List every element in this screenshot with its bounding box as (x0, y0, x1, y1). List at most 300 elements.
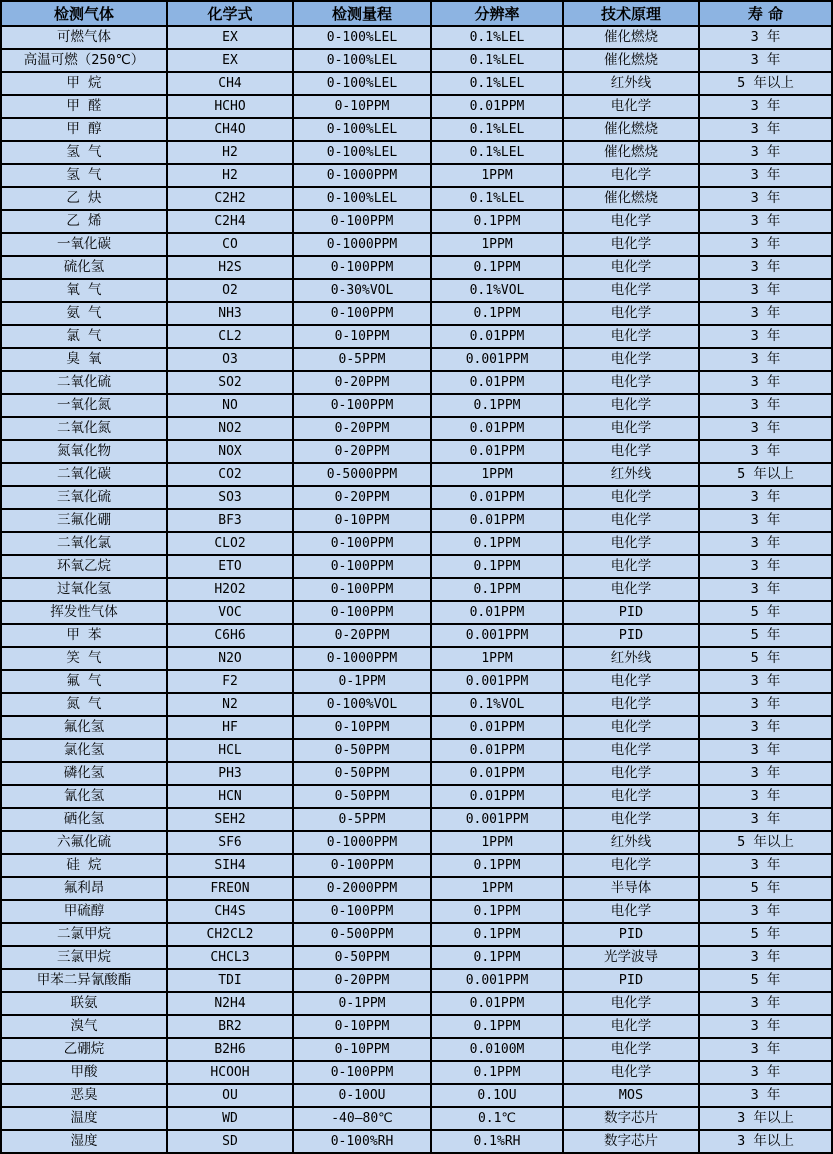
table-cell: 0-20PPM (293, 371, 431, 394)
table-row (1, 164, 832, 187)
table-cell: 电化学 (563, 279, 699, 302)
table-cell: 0-100PPM (293, 555, 431, 578)
table-cell: 0-100%LEL (293, 72, 431, 95)
table-cell: HCL (167, 739, 293, 762)
table-row (1, 785, 832, 808)
table-row (1, 26, 832, 49)
table-cell: 0-100PPM (293, 302, 431, 325)
table-cell: 温度 (1, 1107, 167, 1130)
column-header: 检测气体 (1, 1, 167, 26)
table-cell: 笑 气 (1, 647, 167, 670)
table-cell: 1PPM (431, 831, 563, 854)
table-cell: 电化学 (563, 762, 699, 785)
table-cell: 0-100PPM (293, 394, 431, 417)
table-cell: 电化学 (563, 578, 699, 601)
table-cell: 1PPM (431, 647, 563, 670)
table-row (1, 900, 832, 923)
table-cell: 0.0100M (431, 1038, 563, 1061)
table-cell: 环氧乙烷 (1, 555, 167, 578)
table-cell: 一氧化碳 (1, 233, 167, 256)
table-cell: 六氟化硫 (1, 831, 167, 854)
table-cell: 氟 气 (1, 670, 167, 693)
table-cell: B2H6 (167, 1038, 293, 1061)
table-cell: 电化学 (563, 394, 699, 417)
table-cell: 电化学 (563, 210, 699, 233)
table-cell: 0-10PPM (293, 509, 431, 532)
table-row (1, 1130, 832, 1153)
column-header: 寿 命 (699, 1, 832, 26)
table-cell: 电化学 (563, 992, 699, 1015)
table-row (1, 831, 832, 854)
table-cell: WD (167, 1107, 293, 1130)
table-cell: 0.01PPM (431, 762, 563, 785)
table-cell: 催化燃烧 (563, 26, 699, 49)
table-cell: 0.1PPM (431, 900, 563, 923)
table-cell: 一氧化氮 (1, 394, 167, 417)
table-cell: VOC (167, 601, 293, 624)
table-row (1, 1084, 832, 1107)
table-cell: H2S (167, 256, 293, 279)
table-cell: 0.1PPM (431, 923, 563, 946)
table-row (1, 1038, 832, 1061)
table-cell: 0.1PPM (431, 394, 563, 417)
table-cell: 电化学 (563, 555, 699, 578)
table-row (1, 210, 832, 233)
table-cell: 磷化氢 (1, 762, 167, 785)
table-cell: 硫化氢 (1, 256, 167, 279)
table-cell: 0-100%RH (293, 1130, 431, 1153)
table-cell: 0-20PPM (293, 440, 431, 463)
table-cell: O2 (167, 279, 293, 302)
table-cell: 过氧化氢 (1, 578, 167, 601)
table-cell: 数字芯片 (563, 1130, 699, 1153)
table-cell: NOX (167, 440, 293, 463)
table-cell: C2H2 (167, 187, 293, 210)
table-cell: 3 年 (699, 371, 832, 394)
table-cell: 氧 气 (1, 279, 167, 302)
table-cell: 电化学 (563, 440, 699, 463)
column-header: 分辨率 (431, 1, 563, 26)
table-cell: 0.1PPM (431, 210, 563, 233)
table-cell: 3 年 (699, 26, 832, 49)
table-cell: 电化学 (563, 486, 699, 509)
table-cell: 电化学 (563, 900, 699, 923)
table-cell: 3 年 (699, 716, 832, 739)
table-cell: 3 年 (699, 762, 832, 785)
table-cell: CH2CL2 (167, 923, 293, 946)
table-row (1, 463, 832, 486)
table-cell: 0.1PPM (431, 256, 563, 279)
table-cell: ETO (167, 555, 293, 578)
table-cell: 乙 烯 (1, 210, 167, 233)
table-cell: SO3 (167, 486, 293, 509)
table-cell: 硅 烷 (1, 854, 167, 877)
table-cell: 氮氧化物 (1, 440, 167, 463)
table-cell: 乙硼烷 (1, 1038, 167, 1061)
table-cell: 3 年 (699, 95, 832, 118)
table-cell: 0.1PPM (431, 1061, 563, 1084)
table-cell: 可燃气体 (1, 26, 167, 49)
table-cell: 电化学 (563, 716, 699, 739)
table-cell: H2O2 (167, 578, 293, 601)
table-cell: MOS (563, 1084, 699, 1107)
table-cell: 甲 烷 (1, 72, 167, 95)
table-cell: 甲 醇 (1, 118, 167, 141)
table-cell: 3 年 (699, 417, 832, 440)
table-row (1, 233, 832, 256)
table-cell: 0.01PPM (431, 739, 563, 762)
table-cell: 电化学 (563, 739, 699, 762)
table-cell: 3 年 (699, 325, 832, 348)
table-row (1, 417, 832, 440)
table-cell: 1PPM (431, 164, 563, 187)
table-row (1, 555, 832, 578)
table-cell: 3 年 (699, 486, 832, 509)
table-cell: 0-100PPM (293, 900, 431, 923)
table-cell: O3 (167, 348, 293, 371)
table-cell: 0-100PPM (293, 854, 431, 877)
table-cell: 3 年 (699, 1015, 832, 1038)
table-cell: 0-50PPM (293, 739, 431, 762)
table-cell: 电化学 (563, 532, 699, 555)
table-cell: 半导体 (563, 877, 699, 900)
table-cell: 电化学 (563, 95, 699, 118)
table-cell: 0-50PPM (293, 946, 431, 969)
table-cell: 3 年以上 (699, 1107, 832, 1130)
table-cell: 0-100PPM (293, 210, 431, 233)
table-cell: 5 年以上 (699, 831, 832, 854)
table-cell: 3 年 (699, 992, 832, 1015)
table-cell: 恶臭 (1, 1084, 167, 1107)
table-cell: F2 (167, 670, 293, 693)
table-cell: -40—80℃ (293, 1107, 431, 1130)
table-cell: 5 年 (699, 601, 832, 624)
table-cell: 0-10PPM (293, 325, 431, 348)
table-cell: CH4S (167, 900, 293, 923)
table-cell: 0-20PPM (293, 417, 431, 440)
table-cell: 电化学 (563, 164, 699, 187)
table-row (1, 693, 832, 716)
table-cell: 3 年 (699, 509, 832, 532)
table-cell: EX (167, 26, 293, 49)
table-cell: H2 (167, 141, 293, 164)
table-cell: CHCL3 (167, 946, 293, 969)
table-cell: HCN (167, 785, 293, 808)
table-cell: 光学波导 (563, 946, 699, 969)
table-cell: 3 年 (699, 348, 832, 371)
table-cell: 0.1%LEL (431, 118, 563, 141)
table-cell: 催化燃烧 (563, 118, 699, 141)
table-row (1, 946, 832, 969)
table-cell: CH4O (167, 118, 293, 141)
table-cell: 电化学 (563, 693, 699, 716)
table-cell: 0-5PPM (293, 808, 431, 831)
table-cell: SF6 (167, 831, 293, 854)
table-row (1, 279, 832, 302)
table-cell: N2O (167, 647, 293, 670)
table-cell: 高温可燃（250℃） (1, 49, 167, 72)
table-cell: N2H4 (167, 992, 293, 1015)
table-row (1, 1107, 832, 1130)
table-row (1, 624, 832, 647)
table-cell: 红外线 (563, 647, 699, 670)
table-cell: 臭 氧 (1, 348, 167, 371)
table-cell: 0-1PPM (293, 992, 431, 1015)
table-row (1, 1061, 832, 1084)
table-cell: 0-20PPM (293, 624, 431, 647)
table-cell: C2H4 (167, 210, 293, 233)
table-cell: 0-100%LEL (293, 141, 431, 164)
table-cell: PID (563, 601, 699, 624)
table-cell: BR2 (167, 1015, 293, 1038)
table-row (1, 187, 832, 210)
table-cell: 0.1%VOL (431, 693, 563, 716)
table-cell: 0.01PPM (431, 785, 563, 808)
table-row (1, 578, 832, 601)
table-row (1, 325, 832, 348)
table-cell: 电化学 (563, 302, 699, 325)
table-row (1, 877, 832, 900)
table-cell: FREON (167, 877, 293, 900)
table-row (1, 808, 832, 831)
table-cell: 电化学 (563, 1061, 699, 1084)
table-cell: 1PPM (431, 877, 563, 900)
table-cell: 三氧化硫 (1, 486, 167, 509)
table-row (1, 992, 832, 1015)
table-cell: 电化学 (563, 808, 699, 831)
table-row (1, 486, 832, 509)
table-cell: 0-100%VOL (293, 693, 431, 716)
table-cell: 0.01PPM (431, 325, 563, 348)
table-cell: 5 年 (699, 647, 832, 670)
table-cell: 0.01PPM (431, 992, 563, 1015)
table-cell: 数字芯片 (563, 1107, 699, 1130)
table-cell: CO2 (167, 463, 293, 486)
table-cell: NO2 (167, 417, 293, 440)
table-cell: 0.001PPM (431, 808, 563, 831)
table-cell: 3 年 (699, 118, 832, 141)
table-cell: 0-100PPM (293, 256, 431, 279)
table-cell: 3 年 (699, 164, 832, 187)
table-cell: 3 年 (699, 532, 832, 555)
table-row (1, 256, 832, 279)
table-cell: 0.01PPM (431, 486, 563, 509)
table-cell: 0-10PPM (293, 1038, 431, 1061)
table-cell: 电化学 (563, 348, 699, 371)
table-cell: 电化学 (563, 1038, 699, 1061)
table-cell: 0-1000PPM (293, 831, 431, 854)
table-cell: 3 年 (699, 578, 832, 601)
table-cell: TDI (167, 969, 293, 992)
table-cell: 催化燃烧 (563, 141, 699, 164)
table-row (1, 969, 832, 992)
table-cell: 3 年 (699, 1084, 832, 1107)
table-cell: SO2 (167, 371, 293, 394)
table-cell: 氢 气 (1, 141, 167, 164)
table-cell: NH3 (167, 302, 293, 325)
table-cell: 5 年 (699, 969, 832, 992)
table-cell: 0-100%LEL (293, 187, 431, 210)
table-cell: 0-10OU (293, 1084, 431, 1107)
table-cell: 二氧化碳 (1, 463, 167, 486)
table-cell: 0-1000PPM (293, 233, 431, 256)
table-cell: 0-10PPM (293, 716, 431, 739)
table-cell: 0.1PPM (431, 555, 563, 578)
table-cell: 3 年 (699, 302, 832, 325)
table-cell: 甲 醛 (1, 95, 167, 118)
table-cell: PID (563, 969, 699, 992)
table-cell: 0-100PPM (293, 532, 431, 555)
table-cell: 0.1%LEL (431, 72, 563, 95)
table-row (1, 302, 832, 325)
table-cell: 0.01PPM (431, 417, 563, 440)
table-row (1, 440, 832, 463)
table-cell: 湿度 (1, 1130, 167, 1153)
table-cell: 电化学 (563, 670, 699, 693)
table-cell: 0.1%RH (431, 1130, 563, 1153)
table-cell: 0.1PPM (431, 854, 563, 877)
table-cell: 3 年 (699, 555, 832, 578)
table-row (1, 532, 832, 555)
table-cell: 甲酸 (1, 1061, 167, 1084)
table-cell: 0-500PPM (293, 923, 431, 946)
table-cell: 3 年 (699, 233, 832, 256)
table-cell: 0-5000PPM (293, 463, 431, 486)
table-cell: 氨 气 (1, 302, 167, 325)
table-cell: 3 年 (699, 187, 832, 210)
table-cell: 0.01PPM (431, 371, 563, 394)
table-cell: 0-50PPM (293, 785, 431, 808)
table-cell: 0.1%LEL (431, 49, 563, 72)
table-cell: 0.1%LEL (431, 26, 563, 49)
table-cell: 氟利昂 (1, 877, 167, 900)
table-cell: 氮 气 (1, 693, 167, 716)
table-cell: 电化学 (563, 325, 699, 348)
table-cell: 催化燃烧 (563, 49, 699, 72)
table-cell: 电化学 (563, 233, 699, 256)
column-header: 检测量程 (293, 1, 431, 26)
table-cell: EX (167, 49, 293, 72)
table-row (1, 118, 832, 141)
table-cell: 二氧化氮 (1, 417, 167, 440)
table-cell: 氢 气 (1, 164, 167, 187)
table-cell: 挥发性气体 (1, 601, 167, 624)
table-cell: 3 年 (699, 279, 832, 302)
table-cell: 0.1PPM (431, 1015, 563, 1038)
table-cell: 0.001PPM (431, 670, 563, 693)
table-row (1, 670, 832, 693)
table-cell: 1PPM (431, 233, 563, 256)
table-row (1, 601, 832, 624)
table-cell: 电化学 (563, 509, 699, 532)
table-row (1, 49, 832, 72)
table-cell: 三氟化硼 (1, 509, 167, 532)
table-cell: 3 年 (699, 49, 832, 72)
table-cell: 红外线 (563, 831, 699, 854)
table-cell: 0-20PPM (293, 486, 431, 509)
table-cell: 0-5PPM (293, 348, 431, 371)
table-cell: PID (563, 923, 699, 946)
table-cell: 红外线 (563, 72, 699, 95)
table-cell: 联氨 (1, 992, 167, 1015)
table-cell: 二氯甲烷 (1, 923, 167, 946)
table-row (1, 1015, 832, 1038)
table-cell: 乙 炔 (1, 187, 167, 210)
table-cell: 3 年 (699, 693, 832, 716)
table-cell: 0.1OU (431, 1084, 563, 1107)
table-row (1, 394, 832, 417)
table-cell: 电化学 (563, 854, 699, 877)
table-cell: 0-1000PPM (293, 647, 431, 670)
table-cell: 电化学 (563, 785, 699, 808)
table-cell: NO (167, 394, 293, 417)
table-cell: 二氧化氯 (1, 532, 167, 555)
table-cell: 3 年 (699, 210, 832, 233)
table-cell: SIH4 (167, 854, 293, 877)
table-cell: OU (167, 1084, 293, 1107)
table-row (1, 647, 832, 670)
table-cell: 3 年 (699, 900, 832, 923)
table-row (1, 739, 832, 762)
table-cell: 0.01PPM (431, 601, 563, 624)
table-cell: SD (167, 1130, 293, 1153)
table-cell: 0.1℃ (431, 1107, 563, 1130)
table-cell: CH4 (167, 72, 293, 95)
table-cell: 催化燃烧 (563, 187, 699, 210)
table-cell: 甲苯二异氰酸酯 (1, 969, 167, 992)
table-cell: 0.01PPM (431, 716, 563, 739)
table-row (1, 762, 832, 785)
table-cell: 0.01PPM (431, 95, 563, 118)
table-cell: 0.1PPM (431, 578, 563, 601)
table-cell: 0-30%VOL (293, 279, 431, 302)
table-cell: PID (563, 624, 699, 647)
table-cell: 甲 苯 (1, 624, 167, 647)
table-cell: 3 年 (699, 394, 832, 417)
table-row (1, 923, 832, 946)
table-cell: 3 年 (699, 739, 832, 762)
table-cell: 3 年 (699, 670, 832, 693)
table-cell: 1PPM (431, 463, 563, 486)
table-cell: 3 年 (699, 1061, 832, 1084)
table-header (1, 1, 832, 26)
table-cell: 氯 气 (1, 325, 167, 348)
table-cell: 三氯甲烷 (1, 946, 167, 969)
table-cell: 3 年 (699, 946, 832, 969)
table-cell: 0-100%LEL (293, 118, 431, 141)
table-cell: 0-50PPM (293, 762, 431, 785)
column-header: 技术原理 (563, 1, 699, 26)
table-cell: 0-2000PPM (293, 877, 431, 900)
table-cell: 3 年 (699, 808, 832, 831)
table-cell: 5 年以上 (699, 463, 832, 486)
table-cell: 3 年 (699, 854, 832, 877)
table-cell: 0.1%LEL (431, 187, 563, 210)
table-cell: 硒化氢 (1, 808, 167, 831)
table-cell: 0-10PPM (293, 1015, 431, 1038)
table-cell: 0.01PPM (431, 509, 563, 532)
table-row (1, 141, 832, 164)
table-cell: 0-10PPM (293, 95, 431, 118)
table-cell: 0-1PPM (293, 670, 431, 693)
table-cell: HCOOH (167, 1061, 293, 1084)
table-cell: 0.1PPM (431, 532, 563, 555)
table-cell: N2 (167, 693, 293, 716)
table-cell: 0.01PPM (431, 440, 563, 463)
table-cell: 电化学 (563, 371, 699, 394)
table-cell: 3 年 (699, 785, 832, 808)
table-cell: 电化学 (563, 256, 699, 279)
